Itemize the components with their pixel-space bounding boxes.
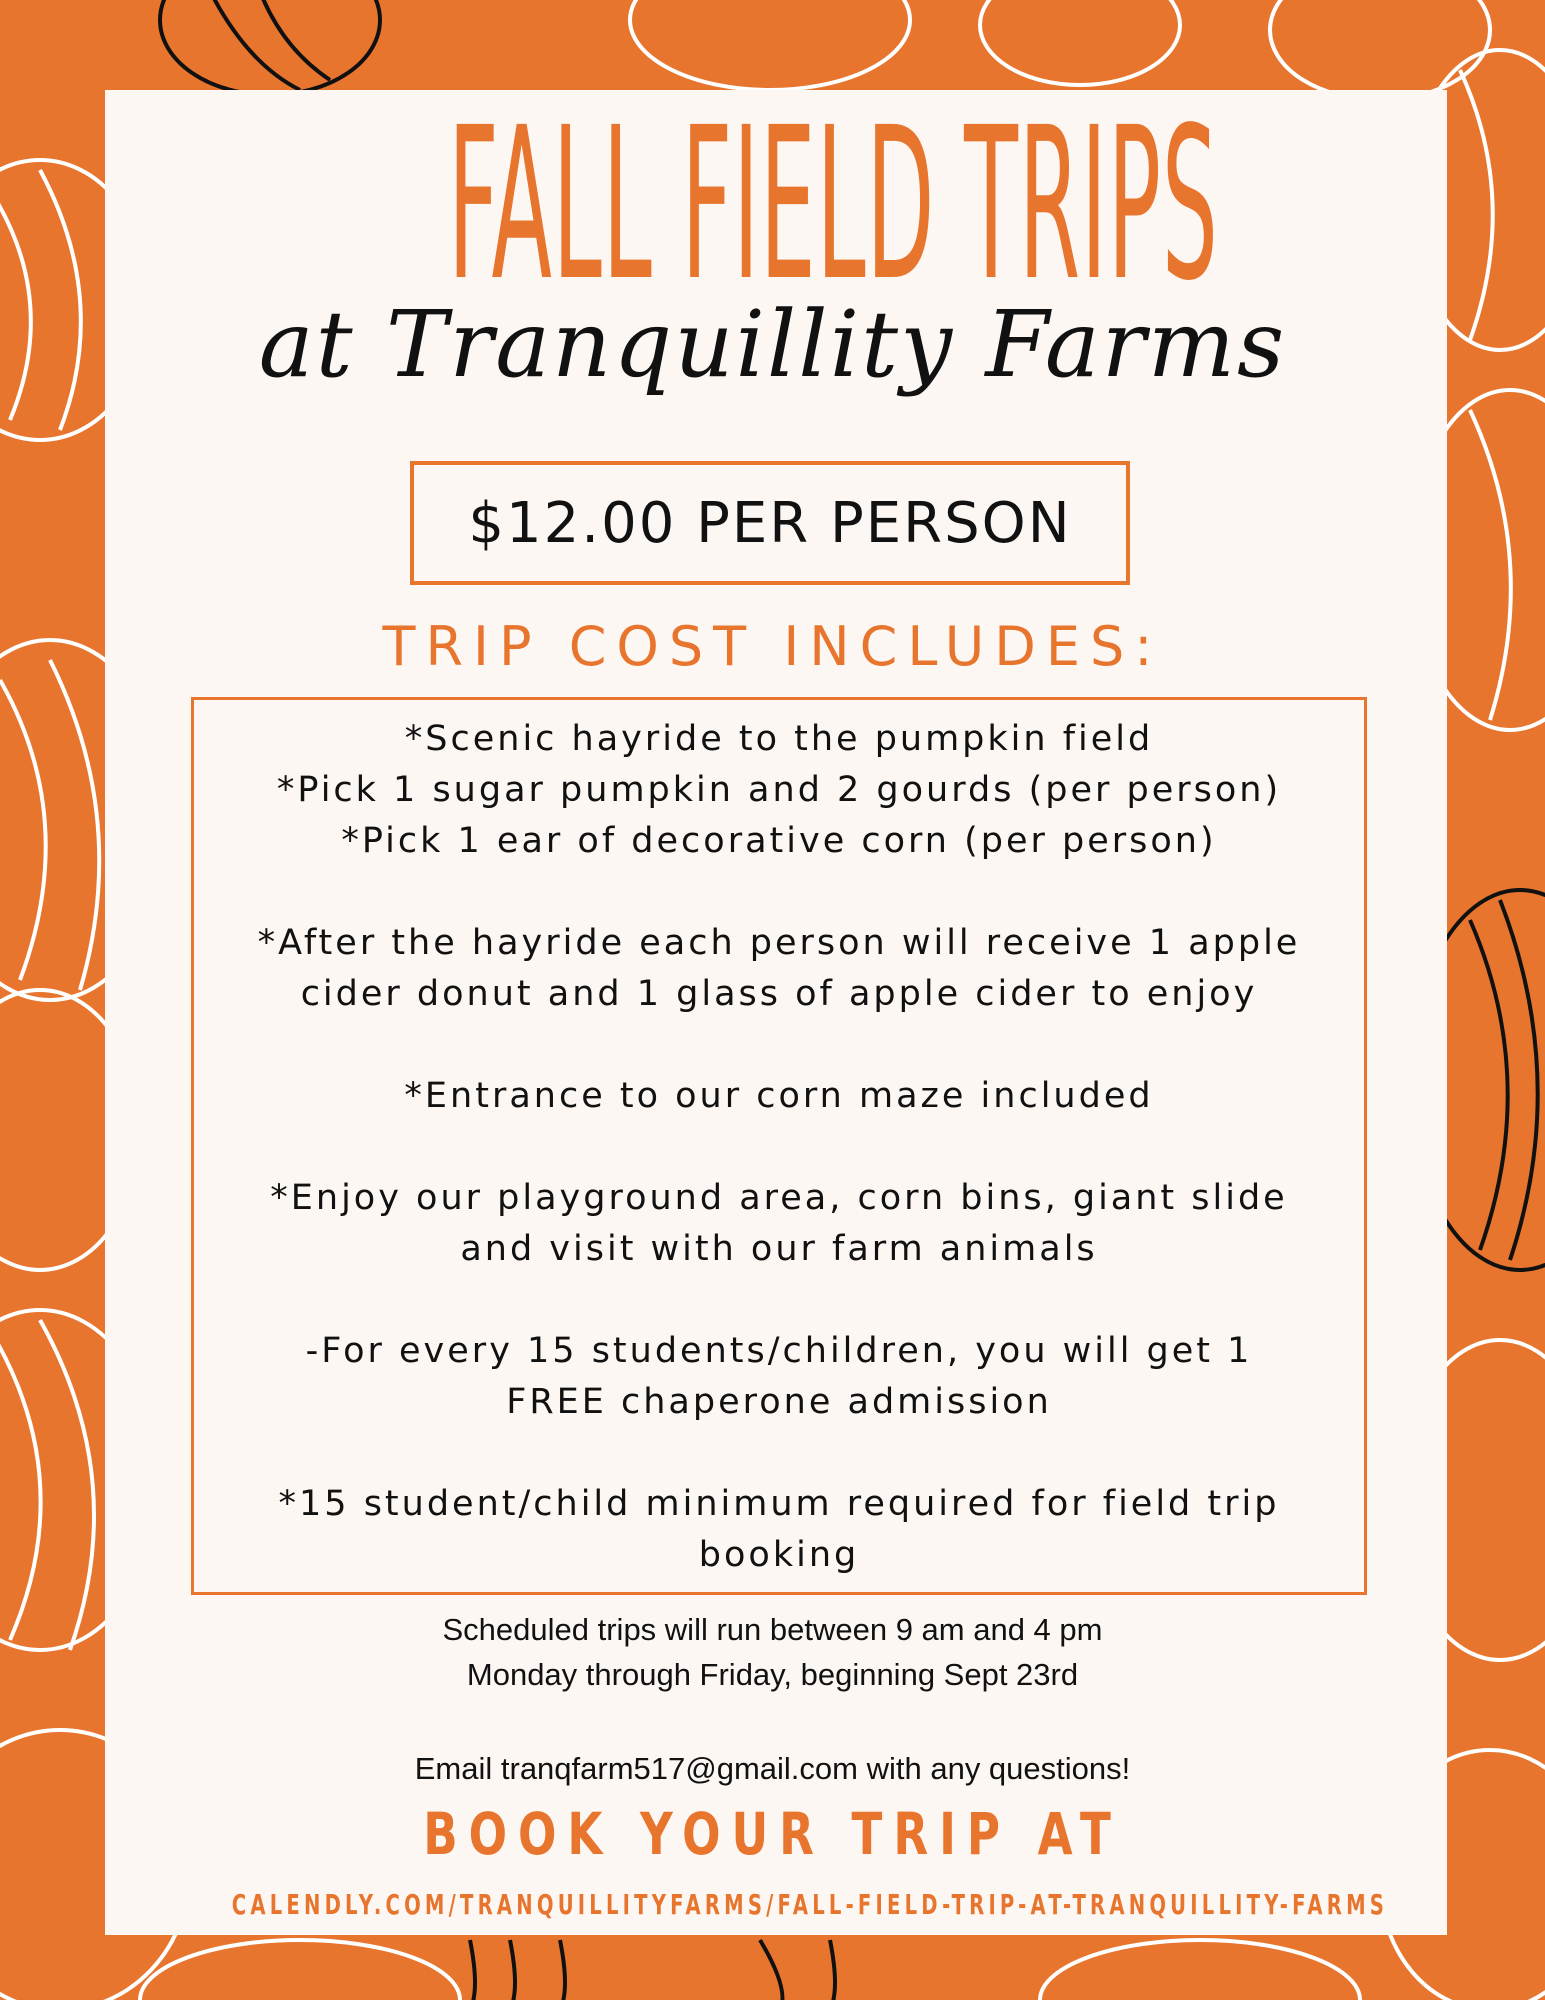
farm-name-script: at Tranquillity Farms bbox=[258, 291, 1287, 398]
includes-line: cider donut and 1 glass of apple cider to enjoy bbox=[300, 974, 1258, 1014]
price-box bbox=[410, 461, 1130, 585]
includes-line: and visit with our farm animals bbox=[460, 1229, 1098, 1269]
includes-group bbox=[194, 1173, 1364, 1275]
includes-line: *Pick 1 sugar pumpkin and 2 gourds (per person) bbox=[276, 770, 1282, 810]
includes-line: *Pick 1 ear of decorative corn (per person) bbox=[341, 821, 1217, 861]
includes-line: FREE chaperone admission bbox=[506, 1382, 1052, 1422]
includes-list bbox=[191, 697, 1367, 1595]
schedule-info bbox=[0, 1607, 1545, 1697]
includes-line: *Enjoy our playground area, corn bins, giant slide bbox=[270, 1178, 1288, 1218]
includes-line: *After the hayride each person will receive 1 apple bbox=[257, 923, 1301, 963]
includes-group bbox=[194, 1479, 1364, 1581]
includes-line: *Entrance to our corn maze included bbox=[404, 1076, 1154, 1116]
book-trip-heading: BOOK YOUR TRIP AT bbox=[423, 1800, 1122, 1868]
schedule-line: Monday through Friday, beginning Sept 23rd bbox=[466, 1657, 1079, 1692]
includes-line: *15 student/child minimum required for field trip bbox=[278, 1484, 1280, 1524]
pumpkin-outline-top-left bbox=[160, 0, 380, 95]
schedule-line: Scheduled trips will run between 9 am and 4 pm bbox=[442, 1612, 1103, 1647]
booking-url[interactable]: CALENDLY.COM/TRANQUILLITYFARMS/FALL-FIELD-TRIP-AT-TRANQUILLITY-FARMS bbox=[231, 1888, 1389, 1921]
includes-group bbox=[194, 1071, 1364, 1122]
includes-group bbox=[194, 714, 1364, 867]
includes-line: -For every 15 students/children, you will get 1 bbox=[305, 1331, 1253, 1371]
includes-line: booking bbox=[698, 1535, 860, 1575]
includes-group bbox=[194, 1326, 1364, 1428]
contact-email-line: Email tranqfarm517@gmail.com with any questions! bbox=[414, 1751, 1131, 1786]
includes-line: *Scenic hayride to the pumpkin field bbox=[404, 719, 1154, 759]
price-text: $12.00 PER PERSON bbox=[468, 490, 1072, 556]
includes-group bbox=[194, 918, 1364, 1020]
pumpkin-outline-bottom bbox=[140, 1940, 1360, 2000]
flyer-title: FALL FIELD TRIPS bbox=[448, 82, 1219, 327]
includes-heading: TRIP COST INCLUDES: bbox=[382, 615, 1163, 678]
